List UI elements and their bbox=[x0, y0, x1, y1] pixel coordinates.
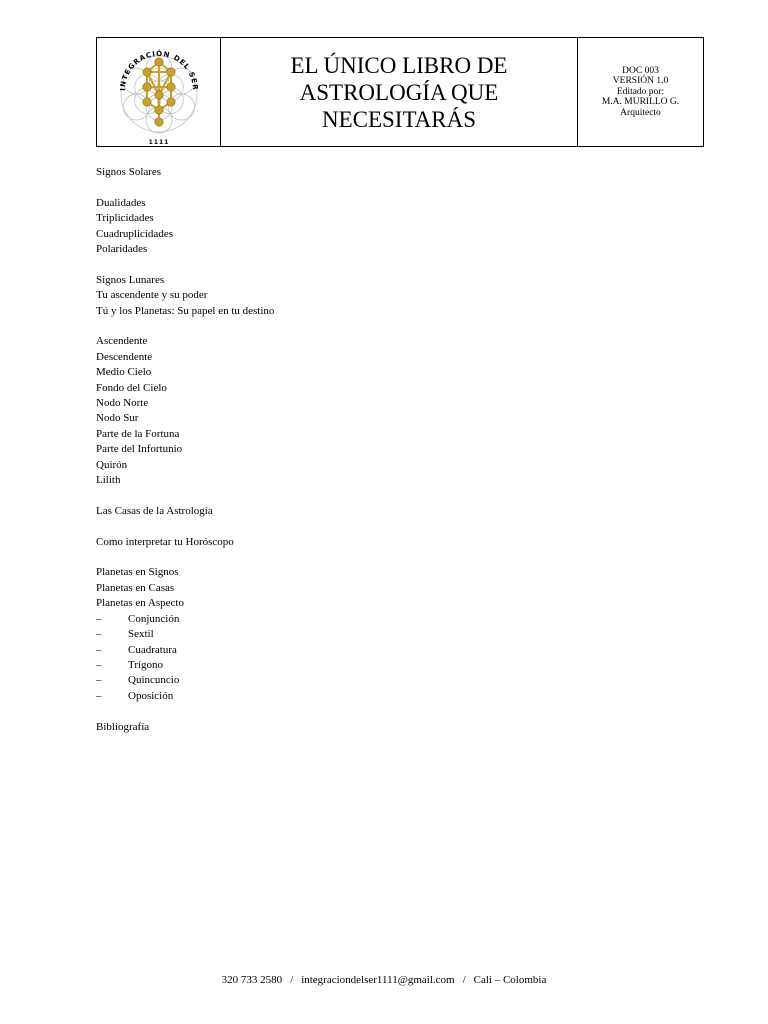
toc-item: Tú y los Planetas: Su papel en tu destino bbox=[96, 304, 275, 317]
bullet-text: Trígono bbox=[128, 658, 164, 671]
section-gap bbox=[96, 704, 274, 719]
toc-item: Las Casas de la Astrología bbox=[96, 504, 213, 517]
bullet-dash: – bbox=[96, 689, 102, 702]
bullet-dash: – bbox=[96, 628, 102, 641]
toc-item: Parte del Infortunio bbox=[96, 443, 183, 456]
toc-item: Triplicidades bbox=[96, 212, 154, 225]
document-meta bbox=[578, 38, 703, 146]
document-title: EL ÚNICO LIBRO DE ASTROLOGÍA QUE NECESITARÁS bbox=[290, 52, 508, 132]
doc-number: DOC 003 bbox=[622, 65, 659, 76]
logo-cell bbox=[97, 38, 221, 146]
footer-email: integraciondelser1111@gmail.com bbox=[301, 974, 455, 986]
section-gap bbox=[96, 319, 274, 334]
toc-item: Como interpretar tu Horóscopo bbox=[96, 535, 234, 548]
toc-bullet-item bbox=[96, 689, 274, 704]
svg-text:1111: 1111 bbox=[148, 139, 170, 146]
toc-item: Medio Cielo bbox=[96, 366, 152, 379]
section-gap bbox=[96, 180, 274, 195]
toc-item: Lilith bbox=[96, 474, 121, 487]
bullet-dash: – bbox=[96, 658, 102, 671]
toc-item: Cuadruplicidades bbox=[96, 227, 173, 240]
toc-item: Planetas en Signos bbox=[96, 566, 179, 579]
bullet-dash: – bbox=[96, 674, 102, 687]
toc-item: Nodo Sur bbox=[96, 412, 139, 425]
section-gap bbox=[96, 257, 274, 272]
bullet-dash: – bbox=[96, 643, 102, 656]
toc-bullet-item bbox=[96, 612, 274, 627]
toc-item: Ascendente bbox=[96, 335, 148, 348]
toc-item: Planetas en Casas bbox=[96, 581, 175, 594]
toc-bullet-item bbox=[96, 673, 274, 688]
svg-text:INTEGRACIÓN DEL SER: INTEGRACIÓN DEL SER bbox=[118, 49, 200, 92]
document-header bbox=[96, 37, 704, 147]
toc-item: Descendente bbox=[96, 350, 153, 363]
bullet-text: Oposición bbox=[128, 689, 174, 702]
page-footer: 320 733 2580 / integraciondelser1111@gmail.com / Cali – Colombia bbox=[221, 974, 547, 986]
toc-bullet-item bbox=[96, 658, 274, 673]
bullet-text: Sextil bbox=[128, 628, 154, 641]
toc-item: Signos Solares bbox=[96, 166, 162, 178]
toc-item: Quirón bbox=[96, 458, 128, 471]
footer-location: Cali – Colombia bbox=[473, 974, 547, 986]
doc-version: VERSIÓN 1.0 bbox=[612, 76, 669, 87]
section-gap bbox=[96, 550, 274, 565]
section-gap bbox=[96, 488, 274, 503]
toc-item: Parte de la Fortuna bbox=[96, 427, 180, 440]
title-cell bbox=[221, 38, 578, 146]
toc-item: Bibliografía bbox=[96, 720, 150, 733]
toc-item: Fondo del Cielo bbox=[96, 381, 167, 394]
toc-item: Signos Lunares bbox=[96, 273, 165, 286]
bullet-text: Quincuncio bbox=[128, 674, 180, 687]
integracion-del-ser-logo bbox=[109, 40, 209, 146]
editor-name: M.A. MURILLO G. bbox=[601, 97, 680, 108]
bullet-text: Conjunción bbox=[128, 612, 180, 625]
toc-item: Dualidades bbox=[96, 196, 146, 209]
table-of-contents bbox=[96, 165, 274, 735]
edited-by-label: Editado por: bbox=[616, 86, 665, 97]
footer-phone: 320 733 2580 bbox=[221, 974, 283, 986]
toc-item: Polaridades bbox=[96, 243, 148, 256]
toc-bullet-item bbox=[96, 627, 274, 642]
bullet-dash: – bbox=[96, 612, 102, 625]
toc-item: Tu ascendente y su poder bbox=[96, 289, 208, 302]
toc-item: Planetas en Aspecto bbox=[96, 597, 184, 610]
editor-title: Arquitecto bbox=[620, 107, 661, 118]
toc-item: Nodo Norte bbox=[96, 397, 149, 410]
section-gap bbox=[96, 519, 274, 534]
toc-bullet-item bbox=[96, 643, 274, 658]
bullet-text: Cuadratura bbox=[128, 643, 177, 656]
